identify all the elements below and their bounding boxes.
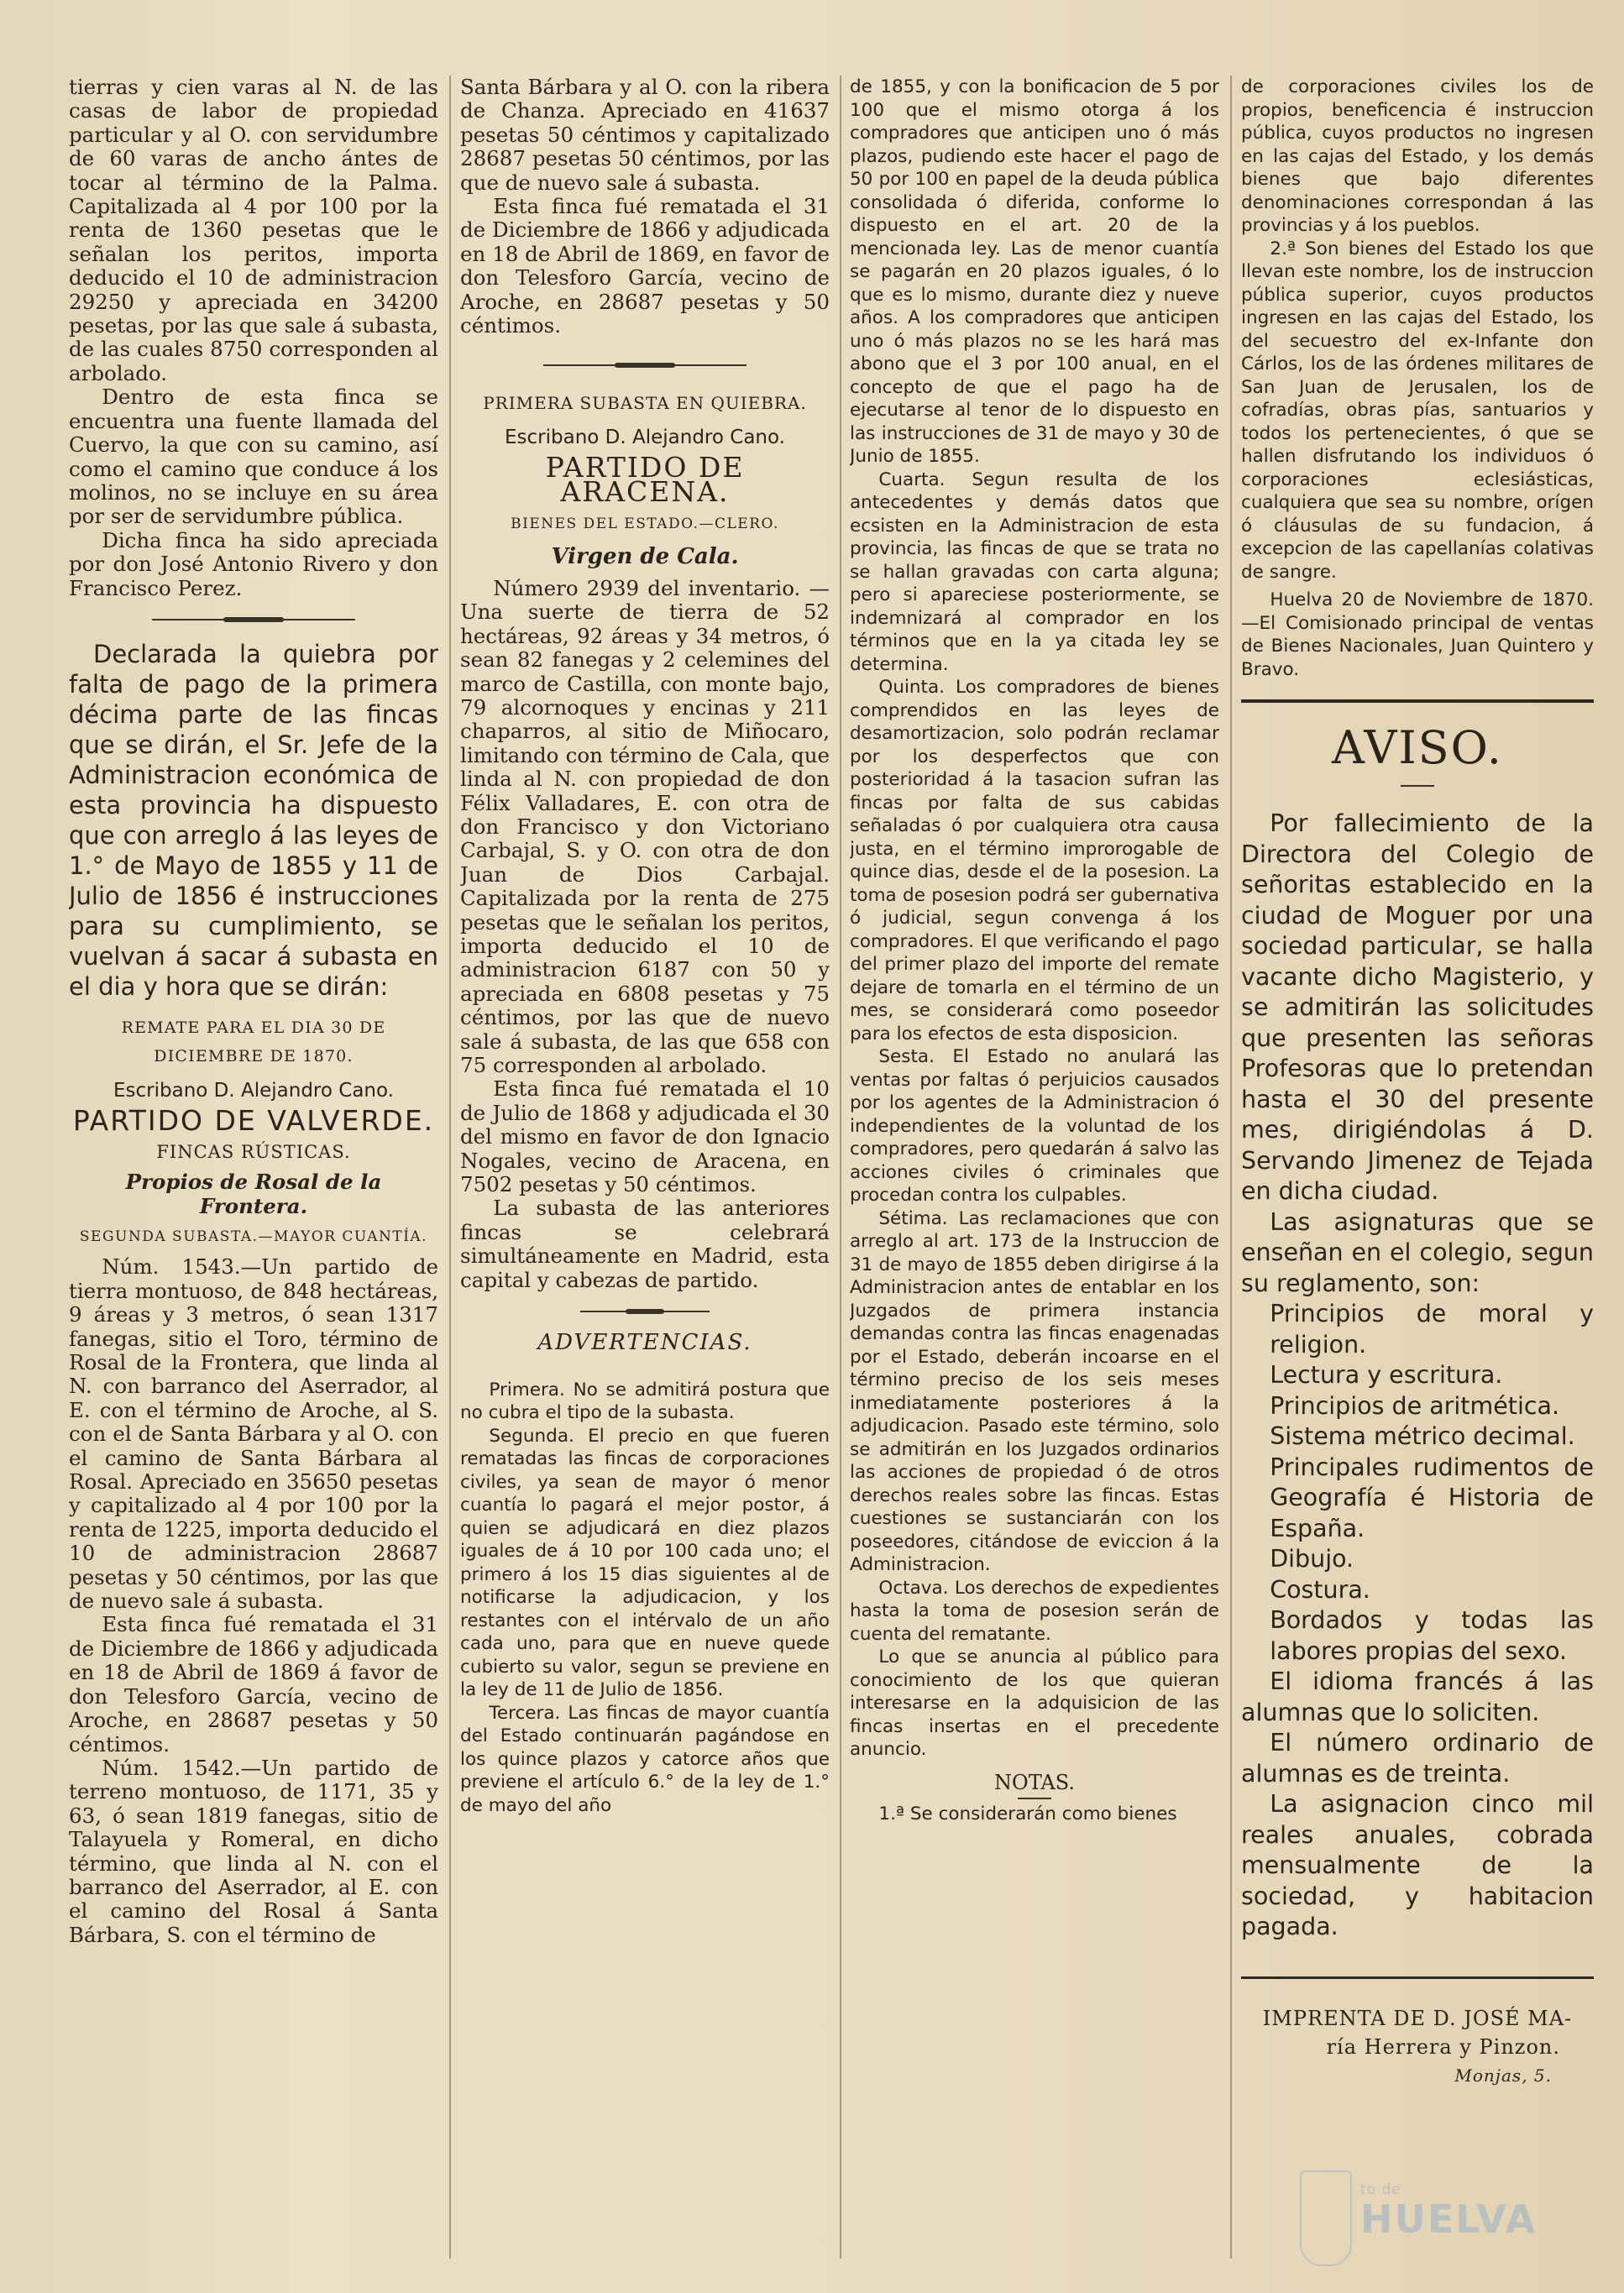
signature-date: Huelva 20 de Noviembre de 1870. —El Comisionado principal de ventas de Bienes Nacionales, Juan Quintero y Bravo. (1241, 589, 1594, 680)
list-item: Principios de aritmética. (1270, 1391, 1560, 1420)
advertencias-heading: ADVERTENCIAS. (537, 1330, 752, 1356)
column-4 (1241, 76, 1594, 2271)
paragraph: de 1855, y con la bonificacion de 5 por 100 que el mismo otorga á los compradores que anticipen uno ó más plazos, pudiendo este hacer el pago de 50 por 100 en papel de la deuda pública consolidada ó diferida, conforme lo dispuesto en el art. 20 de la mencionada ley. Las de menor cuantía se pagarán en 20 plazos iguales, ó lo que es lo mismo, durante diez y nueve años. A los compradores que anticipen uno ó más plazos no se les hará mas abono que el 3 por 100 anual, en el concepto de que el pago ha de ejecutarse al tenor de lo dispuesto en las instrucciones de 31 de mayo y 30 de Junio de 1855. (850, 76, 1219, 467)
virgen-heading: Virgen de Cala. (551, 543, 739, 569)
segunda-subasta-heading: SEGUNDA SUBASTA.—MAYOR CUANTÍA. (79, 1228, 428, 1245)
paragraph: Núm. 1543.—Un partido de tierra montuoso, de 848 hectáreas, 9 áreas y 3 metros, ó sean 1317 fanegas, sitio el Toro, término de Rosal de la Frontera, que linda al N. con barranco del Aserrador, al E. con el término de Aroche, al S. con el de Santa Bárbara y al O. con el camino de Santa Bárbara al Rosal. Apreciado en 35650 pesetas y capitalizado al 4 por 100 por la renta de 1225, importa deducido el 10 de administracion 28687 pesetas y 50 céntimos, por las que de nuevo sale á subasta. (69, 1254, 438, 1614)
paragraph: Tercera. Las fincas de mayor cuantía del Estado continuarán pagándose en los quince plazos y catorce años que previene el artículo 6.° de la ley de 1.° de mayo del año (460, 1702, 830, 1816)
fincas-heading: FINCAS RÚSTICAS. (156, 1141, 351, 1162)
archive-seal-icon (1300, 2170, 1352, 2266)
escribano: Escribano D. Alejandro Cano. (113, 1079, 394, 1102)
column-rule (1230, 76, 1232, 2259)
list-item: Sistema métrico decimal. (1270, 1422, 1575, 1450)
printer-imprint (1241, 2004, 1594, 2090)
paragraph: Sesta. El Estado no anulará las ventas por faltas ó perjuicios causados por los agentes de la Administracion ó independientes de la voluntad de los compradores, pero quedarán á salvo las acciones civiles ó criminales que procedan contra los culpables. (850, 1046, 1219, 1206)
primera-subasta-heading: PRIMERA SUBASTA EN QUIEBRA. (483, 393, 807, 414)
notas-heading: NOTAS. (994, 1770, 1075, 1794)
paragraph: Segunda. El precio en que fueren rematadas las fincas de corporaciones civiles, ya sean de mayor ó menor cuantía lo pagará el mejor postor, á quien se adjudicará en diez plazos iguales de á 10 por 100 cada uno; el primero á los 15 dias siguientes al de notificarse la adjudicacion, y los restantes con el intérvalo de un año cada uno, para que en nueve quede cubierto su valor, segun se previene en la ley de 11 de Julio de 1856. (460, 1425, 830, 1700)
paragraph: Por fallecimiento de la Directora del Colegio de señoritas establecido en la ciudad de Moguer por una sociedad particular, se halla vacante dicho Magisterio, y se admitirán las solicitudes que presenten las señoras Profesoras que lo pretendan hasta el 30 del presente mes, dirigiéndolas á D. Servando Jimenez de Tejada en dicha ciudad. (1241, 809, 1594, 1205)
list-item: Bordados y todas las labores propias del sexo. (1270, 1606, 1594, 1665)
watermark-text: HUELVA (1360, 2196, 1538, 2242)
remate-heading: REMATE PARA EL DIA 30 DE DICIEMBRE DE 1870. (121, 1018, 386, 1065)
column-2 (460, 76, 830, 2271)
paragraph: 1.ª Se considerarán como bienes (878, 1804, 1177, 1824)
column-rule (449, 76, 451, 2259)
imprenta-line-2: ría Herrera y Pinzon. (1326, 2034, 1560, 2059)
section-rule (1241, 1976, 1594, 1979)
ornament-divider (543, 359, 747, 371)
partido-heading: PARTIDO DE ARACENA. (545, 451, 745, 508)
paragraph: La asignacion cinco mil reales anuales, cobrada mensualmente de la sociedad, y habitacion pagada. (1241, 1790, 1594, 1940)
list-item: Principales rudimentos de Geografía é Historia de España. (1270, 1453, 1594, 1542)
imprenta-line-3: Monjas, 5. (1454, 2065, 1552, 2086)
partido-heading: PARTIDO DE VALVERDE. (72, 1104, 435, 1138)
list-item: Principios de moral y religion. (1270, 1300, 1594, 1359)
archive-watermark (1360, 2181, 1537, 2240)
paragraph: El idioma francés á las alumnas que lo soliciten. (1241, 1667, 1594, 1726)
paragraph: Santa Bárbara y al O. con la ribera de Chanza. Apreciado en 41637 pesetas 50 céntimos y capitalizado 28687 pesetas 50 céntimos, por las que de nuevo sale á subasta. (460, 76, 830, 195)
aviso-body (1241, 809, 1594, 1943)
paragraph: La subasta de las anteriores fincas se celebrará simultáneamente en Madrid, esta capital y cabezas de partido. (460, 1196, 830, 1292)
paragraph: El número ordinario de alumnas es de treinta. (1241, 1729, 1594, 1788)
column-1 (69, 76, 438, 2271)
paragraph: Esta finca fué rematada el 31 de Diciembre de 1866 y adjudicada en 18 de Abril de 1869, en favor de don Telesforo García, vecino de Aroche, en 28687 pesetas y 50 céntimos. (460, 194, 830, 338)
paragraph: Dicha finca ha sido apreciada por don José Antonio Rivero y don Francisco Perez. (69, 527, 438, 600)
paragraph: Sétima. Las reclamaciones que con arreglo al art. 173 de la Instruccion de 31 de mayo de 1855 deben dirigirse á la Administracion antes de entablar en los Juzgados de primera instancia demandas contra las fincas enagenadas por el Estado, deberán incoarse en el término preciso de los seis meses inmediatamente posteriores á la adjudicacion. Pasado este término, solo se admitirán en los Juzgados ordinarios las acciones de propiedad ó de otros derechos reales sobre las fincas. Estas cuestiones se sustanciarán con los poseedores, citándose de eviccion á la Administracion. (850, 1207, 1219, 1575)
ornament-divider (152, 614, 355, 626)
paragraph: Lo que se anuncia al público para conocimiento de los que quieran interesarse en la adquisicion de las fincas insertas en el precedente anuncio. (850, 1646, 1219, 1760)
escribano: Escribano D. Alejandro Cano. (505, 426, 785, 448)
section-rule (1241, 699, 1594, 703)
paragraph: tierras y cien varas al N. de las casas de labor de propiedad particular y al O. con servidumbre de 60 varas de ancho ántes de tocar al término de la Palma. Capitalizada al 4 por 100 por la renta de 1360 pesetas que le señalan los peritos, importa deducido el 10 de administracion 29250 y apreciada en 34200 pesetas, por las que sale á subasta, de las cuales 8750 corresponden al arbolado. (69, 76, 438, 385)
paragraph: Primera. No se admitirá postura que no cubra el tipo de la subasta. (460, 1379, 830, 1423)
aviso-title: AVISO. (1332, 721, 1503, 774)
ornament-divider (580, 1306, 710, 1317)
paragraph: Esta finca fué rematada el 10 de Julio de 1868 y adjudicada el 30 del mismo en favor de don Ignacio Nogales, vecino de Aracena, en 7502 pesetas y 50 céntimos. (460, 1076, 830, 1197)
paragraph: Núm. 1542.—Un partido de terreno montuoso, de 1171, 35 y 63, ó sean 1819 fanegas, sitio de Talayuela y Romeral, en dicho término, que linda al N. con el barranco del Aserrador, al E. con el camino del Rosal á Santa Bárbara, S. con el término de (69, 1755, 438, 1947)
paragraph: Dentro de esta finca se encuentra una fuente llamada del Cuervo, la que con su camino, así como el camino que conduce á los molinos, no se incluye en su área por ser de servidumbre pública. (69, 385, 438, 529)
list-item: Lectura y escritura. (1270, 1361, 1503, 1389)
list-item: Costura. (1270, 1575, 1370, 1604)
paragraph: Número 2939 del inventario. —Una suerte de tierra de 52 hectáreas, 92 áreas y 34 metros, ó sean 82 fanegas y 2 celemines del marco de Castilla, con monte bajo, 79 alcornoques y encinas y 211 chaparros, al sitio de Miñocaro, limitando con término de Cala, que linda al N. con propiedad de don Félix Valladares, E. con otra de don Francisco y don Victoriano Carbajal, S. y O. con otra de don Juan de Dios Carbajal. Capitalizada por la renta de 275 pesetas que le señalan los peritos, importa deducido el 10 de administracion 6187 con 50 y apreciada en 6808 pesetas y 75 céntimos, por las que de nuevo sale á subasta, de las que 658 con 75 corresponden al arbolado. (460, 575, 830, 1078)
paragraph: Octava. Los derechos de expedientes hasta la toma de posesion serán de cuenta del rematante. (850, 1577, 1219, 1645)
propios-heading: Propios de Rosal de la Frontera. (125, 1170, 382, 1218)
bienes-heading: BIENES DEL ESTADO.—CLERO. (511, 516, 779, 533)
short-rule (1018, 1798, 1051, 1799)
paragraph: Esta finca fué rematada el 31 de Diciembre de 1866 y adjudicada en 18 de Abril de 1869 á favor de don Telesforo García, vecino de Aroche, en 28687 pesetas y 50 céntimos. (69, 1612, 438, 1756)
paragraph: Quinta. Los compradores de bienes comprendidos en las leyes de desamortizacion, solo podrán reclamar por los desperfectos que con posterioridad á la tasacion sufran las fincas por falta de sus cabidas señaladas ó por cualquiera otra causa justa, en el término improrogable de quince dias, desde el de la posesion. La toma de posesion podrá ser gubernativa ó judicial, segun convenga á los compradores. El que verificando el pago del primer plazo del importe del remate dejare de tomarla en el término de un mes, se considerará como poseedor para los efectos de esta disposicion. (850, 677, 1219, 1044)
short-rule (1401, 785, 1434, 787)
watermark-top-text: to de (1360, 2181, 1401, 2198)
column-3 (850, 76, 1219, 2271)
paragraph: de corporaciones civiles los de propios, beneficencia é instruccion pública, cuyos productos no ingresen en las cajas del Estado, y los demás bienes que bajo diferentes denominaciones correspondan á las provincias y á los pueblos. (1241, 76, 1594, 236)
imprenta-line-1: IMPRENTA DE D. JOSÉ MA- (1262, 2006, 1573, 2030)
declarada-quiebra-notice: Declarada la quiebra por falta de pago de la primera décima parte de las fincas que se dirán, el Sr. Jefe de la Administracion económica de esta provincia ha dispuesto que con arreglo á las leyes de 1.° de Mayo de 1855 y 11 de Julio de 1856 é instrucciones para su cumplimiento, se vuelvan á sacar á subasta en el dia y hora que se dirán: (69, 639, 438, 1001)
paragraph: 2.ª Son bienes del Estado los que llevan este nombre, los de instruccion pública superior, cuyos productos ingresen en las cajas del Estado, los del secuestro del ex-Infante don Cárlos, los de las órdenes militares de San Juan de Jerusalen, los de cofradías, obras pías, santuarios y todos los pertenecientes, ó que se hallen disfrutando los individuos ó corporaciones eclesiásticas, cualquiera que sea su nombre, orígen ó cláusulas de su fundacion, á excepcion de las capellanías colativas de sangre. (1241, 238, 1594, 583)
column-rule (840, 76, 841, 2259)
paragraph: Las asignaturas que se enseñan en el colegio, segun su reglamento, son: (1241, 1207, 1594, 1297)
paragraph: Cuarta. Segun resulta de los antecedentes y demás datos que ecsisten en la Administracion de esta provincia, las fincas de que se trata no se hallan gravadas con carta alguna; pero si apareciese posteriormente, se indemnizará al comprador en los términos que en la ya citada ley se determina. (850, 469, 1219, 675)
list-item: Dibujo. (1270, 1545, 1354, 1573)
